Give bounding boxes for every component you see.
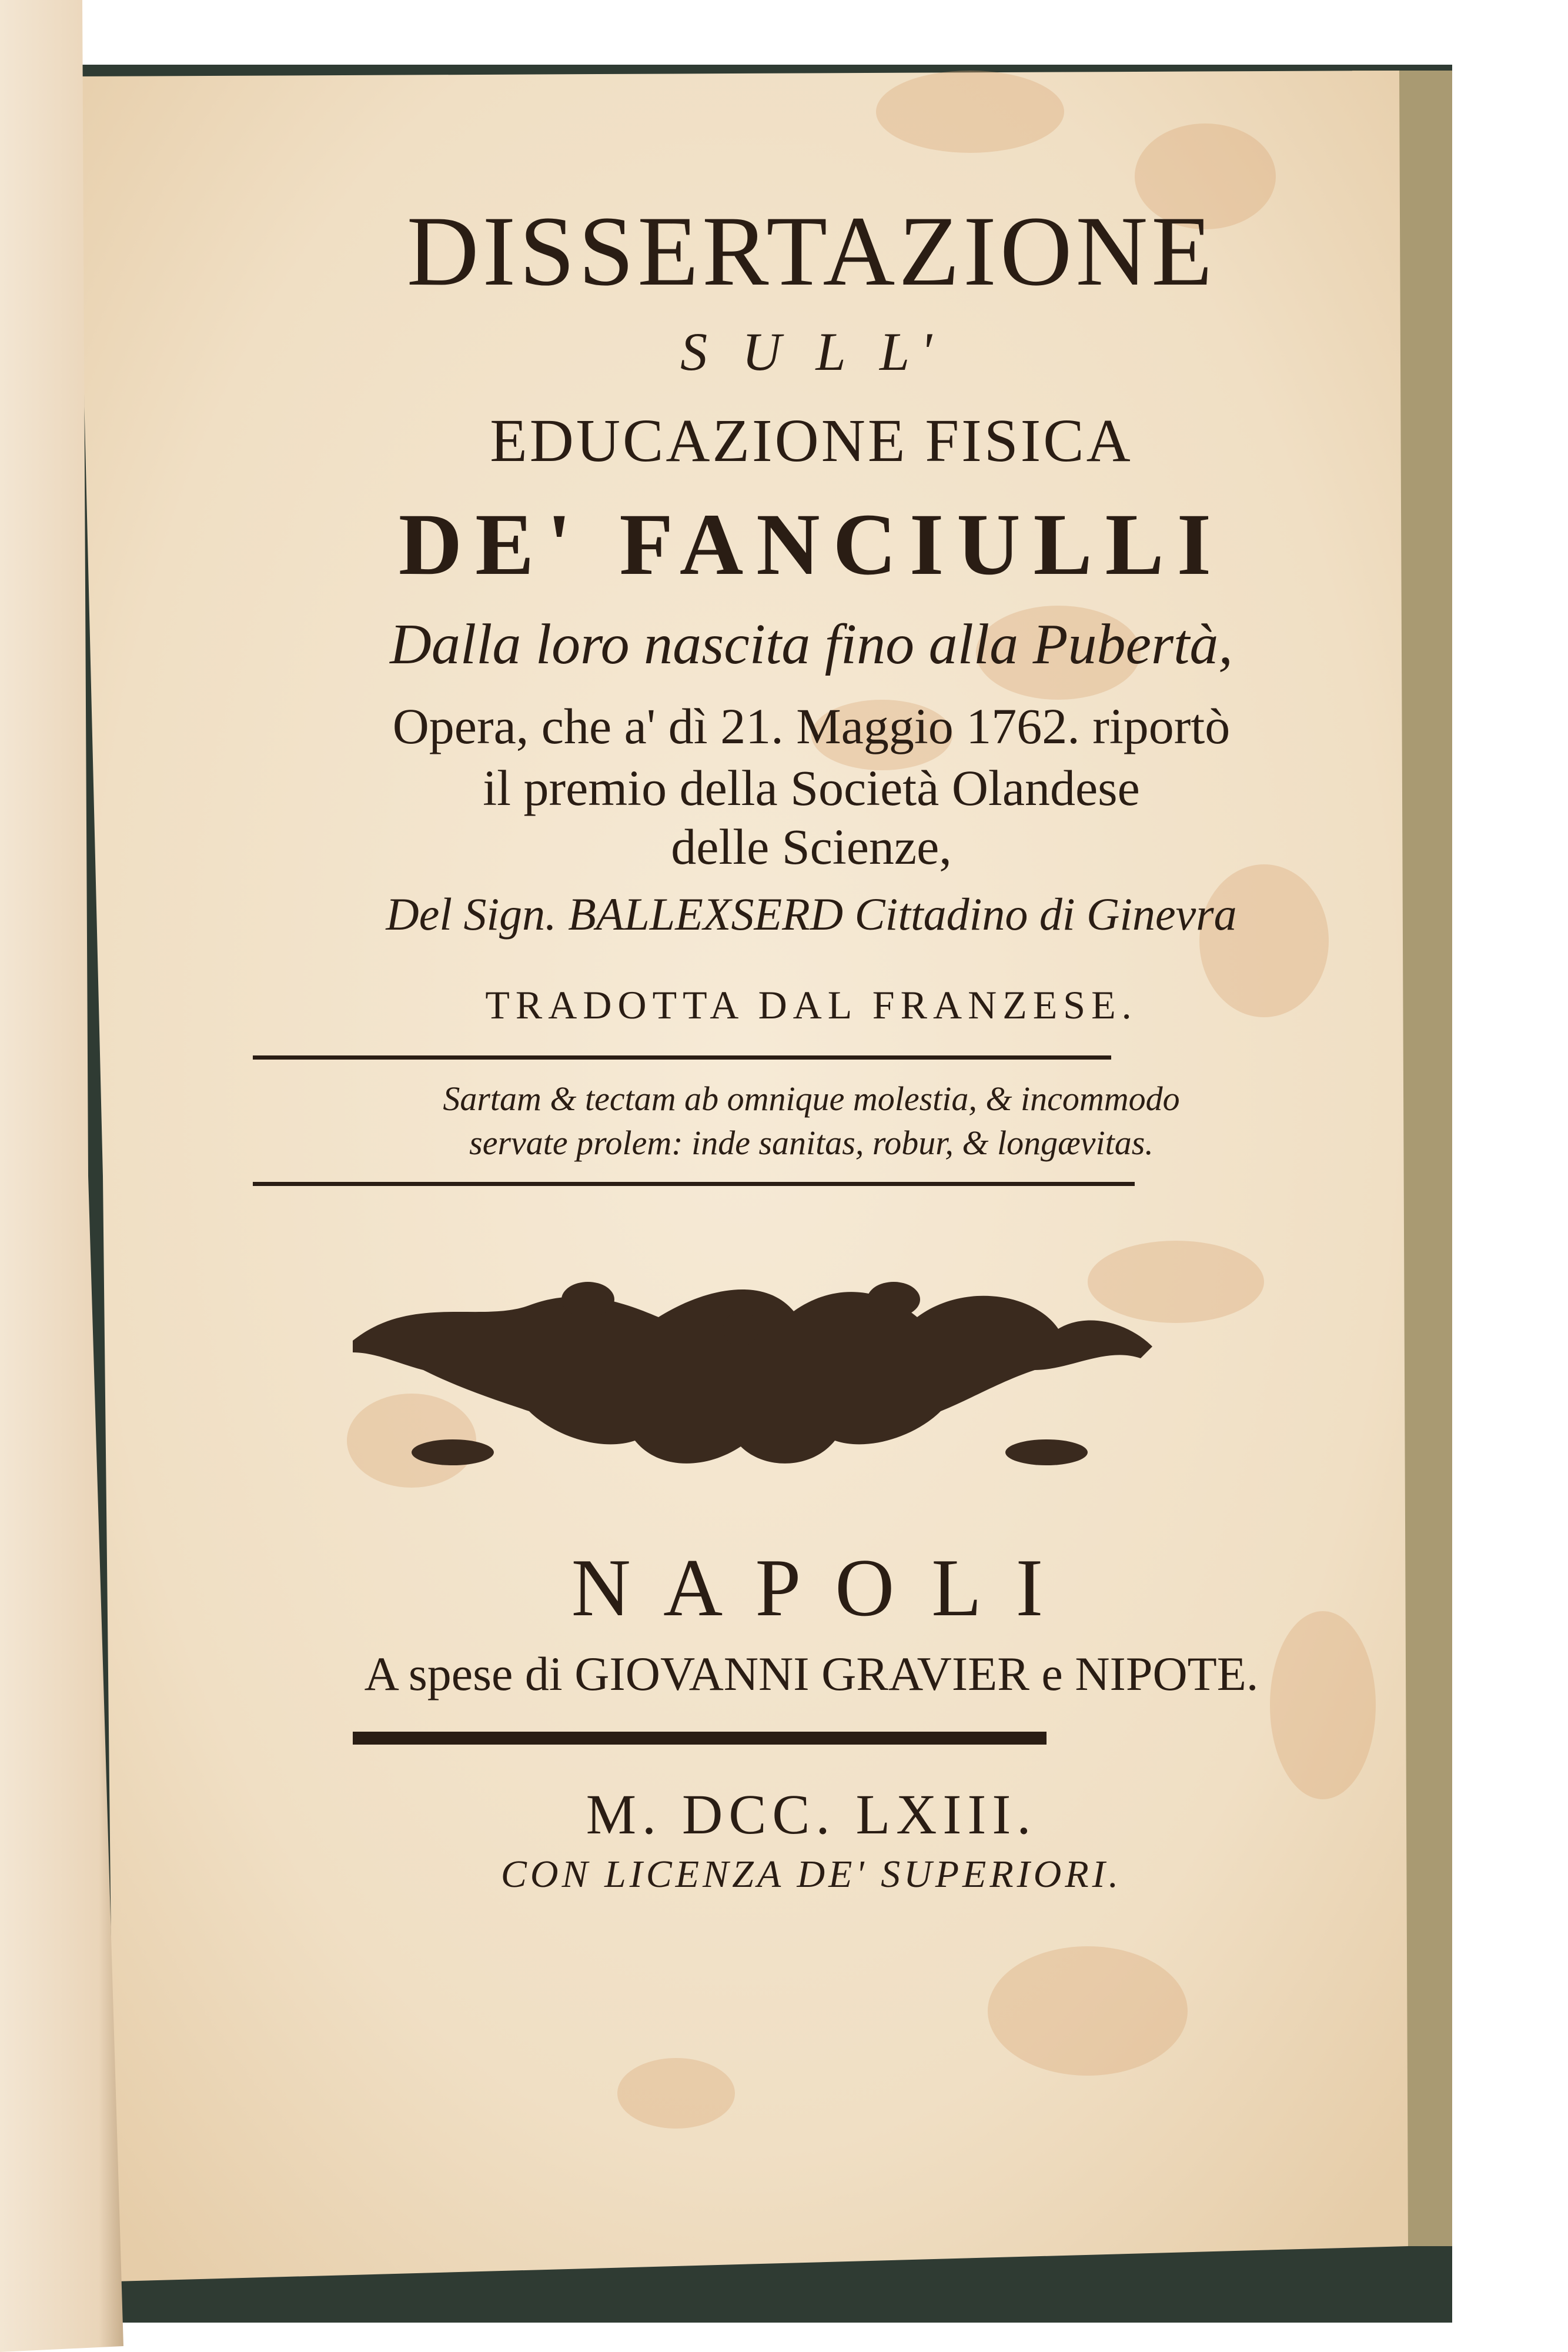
epigraph-line-2: servate prolem: inde sanitas, robur, & longævitas. (469, 1124, 1154, 1162)
title-main: DISSERTAZIONE (406, 196, 1216, 306)
subtitle: Dalla loro nascita fino alla Pubertà, (390, 613, 1233, 676)
description-line-2: il premio della Società Olandese (483, 760, 1140, 816)
rule-thick (353, 1732, 1047, 1745)
license: CON LICENZA DE' SUPERIORI. (500, 1853, 1122, 1896)
title-fanciulli: DE' FANCIULLI (398, 496, 1225, 593)
author-line: Del Sign. BALLEXSERD Cittadino di Ginevra (386, 888, 1237, 940)
rule-top (253, 1055, 1111, 1060)
title-sull: S U L L' (680, 322, 942, 382)
description-line-1: Opera, che a' dì 21. Maggio 1762. riportò (392, 698, 1231, 754)
year: M. DCC. LXIII. (586, 1783, 1037, 1846)
title-subject: EDUCAZIONE FISICA (490, 407, 1133, 475)
rule-middle (253, 1182, 1135, 1186)
description-line-3: delle Scienze, (671, 818, 952, 875)
translation-line: TRADOTTA DAL FRANZESE. (485, 983, 1138, 1027)
epigraph-line-1: Sartam & tectam ab omnique molestia, & incommodo (443, 1080, 1180, 1118)
place: N A P O L I (571, 1542, 1052, 1633)
publisher: A spese di GIOVANNI GRAVIER e NIPOTE. (364, 1647, 1259, 1700)
